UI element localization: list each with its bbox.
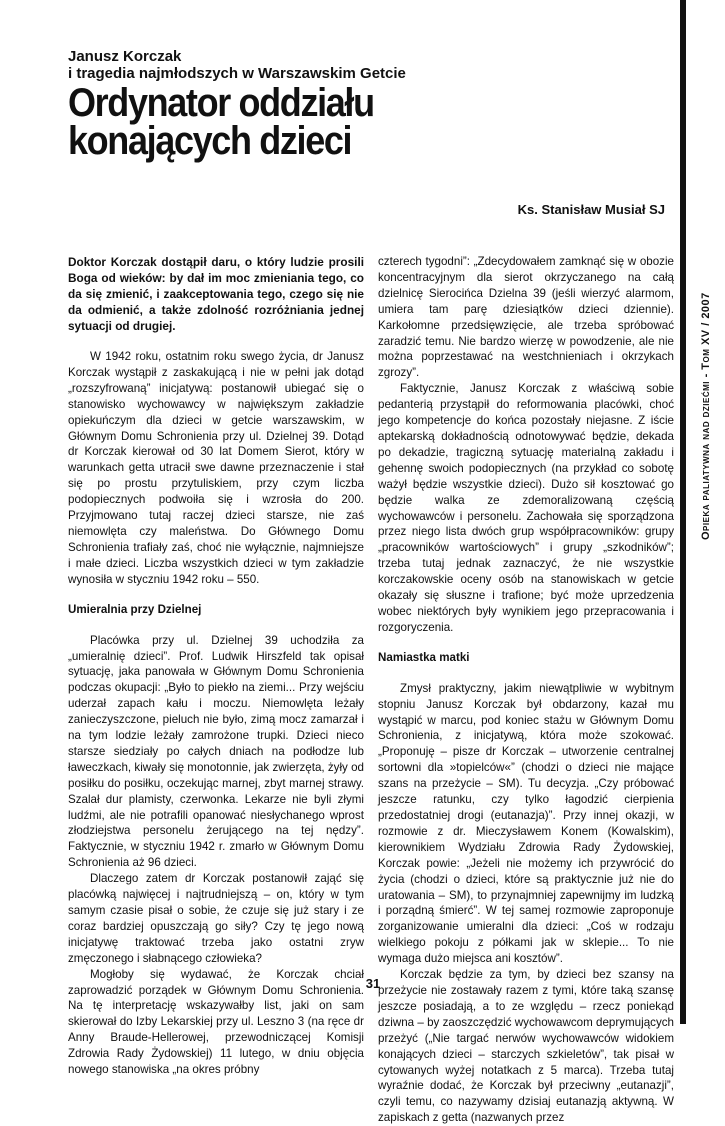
page-number: 31 bbox=[365, 976, 381, 991]
body-paragraph: W 1942 roku, ostatnim roku swego życia, dr Janusz Korczak wystąpił z zaskakującą i nie w pełni jak dotąd „rozszyfrowaną” inicjatywą: postanowił ubiegać się o stanowisko wychowawcy w największym zakładzie opiekuńczym dla dzieci w getcie warszawskim, w Głównym Domu Schronienia przy ul. Dzielnej 39. Dotąd dr Korczak kierował od 30 lat Domem Sierot, który w warunkach getta utracił swe dawne przeznaczenie i stał się po prostu przytuliskiem, przy czym liczba podopiecznych podwoiła się i wzrosła do 200. Przyjmowano tutaj raczej dzieci starsze, nie zaś niemowlęta czy maleństwa. Do Głównego Domu Schronienia trafiały zaś, choć nie wyłącznie, najmniejsze i małe dzieci. Liczba wszystkich dzieci w tym zakładzie wynosiła w styczniu 1942 roku – 550. bbox=[68, 350, 364, 586]
right-column bbox=[378, 254, 674, 1125]
body-paragraph: Faktycznie, Janusz Korczak z właściwą sobie pedanterią przystąpił do reformowania placówki, choć jego kompetencje do końca pozostały niejasne. Z iście aptekarską dokładnością odnotowywać będzie, dekada po dekadzie, tragiczną sytuację materialną zakładu i gehennę swoich podopiecznych (na przykład co sobotę ważył będzie wszystkie dzieci). Dużo sił kosztować go będzie walka ze zdemoralizowaną częścią wychowawców i personelu. Zachowała się sporządzona przez niego lista dwóch grup współpracowników: grupy „pracowników wartościowych” i grupy „szkodników”; trzeba tutaj jednak zaznaczyć, że nie wszystkie korczakowskie oceny osób na stanowiskach w getcie okazały się słuszne i trafione; być może uprzedzenia wobec niektórych były wynikiem jego przepracowania i rozgoryczenia. bbox=[378, 382, 674, 634]
body-paragraph: Mogłoby się wydawać, że Korczak chciał zaprowadzić porządek w Głównym Domu Schronienia. Na tę interpretację wskazywałby list, jaki on sam skierował do Izby Lekarskiej przy ul. Leszno 3 (na ręce dr Anny Braude-Hellerowej, przewodniczącej Komisji Zdrowia Rady Żydowskiej) 11 lutego, w dniu objęcia nowego stanowiska „na okres próbny bbox=[68, 967, 364, 1077]
section-heading: Namiastka matki bbox=[378, 650, 470, 664]
title-line-2: konających dzieci bbox=[68, 119, 352, 163]
body-paragraph: Zmysł praktyczny, jakim niewątpliwie w wybitnym stopniu Janusz Korczak był obdarzony, kazał mu wystąpić w marcu, pod koniec stażu w Głównym Domu Schronienia, z inicjatywą, która może szokować. „Proponuję – pisze dr Korczak – utworzenie centralnej sortowni dla »topielców«” (chodzi o dzieci nie mające szans na przeżycie – SM). Tu decyzja. „Czy próbować jeszcze ratunku, czy tylko łagodzić cierpienia przedostatniej drogi (eutanazja)”. Przy innej okazji, w rozmowie z dr. Mieczysławem Konem (Kowalskim), kierownikiem Wydziału Zdrowia Rady Żydowskiej, Korczak powie: „Jeżeli nie możemy ich przywrócić do życia (chodzi o dzieci, które są praktycznie już nie do uratowania – SM), to przynajmniej zapewnijmy im ludzką i porządną śmierć”. W tej samej rozmowie zaproponuje zorganizowanie umieralni dla dzieci: „Coś w rodzaju wielkiego pokoju z półkami jak w sklepie... To nie wymaga dużo miejsca ani kosztów”. bbox=[378, 681, 674, 966]
left-column bbox=[68, 254, 364, 1077]
body-paragraph: Dlaczego zatem dr Korczak postanowił zająć się placówką najwięcej i najtrudniejszą – on, który w tym samym czasie pisał o sobie, że czuje się już stary i ze coraz bardziej opuszczają go siły? Czy tę jego nową inicjatywę traktować trzeba jako ostatni zryw zmęczonego i słabnącego człowieka? bbox=[68, 872, 364, 965]
series-line-1: Janusz Korczak bbox=[68, 48, 182, 65]
running-header-vertical: Opieka paliatywna nad dziećmi - Tom XV / 2007 bbox=[700, 292, 712, 540]
article-title bbox=[68, 81, 572, 163]
section-heading: Umieralnia przy Dzielnej bbox=[68, 602, 202, 616]
title-line-1: Ordynator oddziału bbox=[68, 81, 374, 125]
body-paragraph: Placówka przy ul. Dzielnej 39 uchodziła za „umieralnię dzieci”. Prof. Ludwik Hirszfeld tak opisał sytuację, jaka panowała w Głównym Domu Schronienia podczas okupacji: „Było to piekło na ziemi... Przy wejściu uderzał zapach kału i moczu. Niemowlęta leżały zanieczyszczone, pieluch nie było, zimą mocz zamarzał i na tym lodzie leżały zamrożone trupki. Dzieci nieco starsze siedziały po całych dniach na podłodze lub ławeczkach, kiwały się monotonnie, jak zwierzęta, żyły od posiłku do posiłku, oczekując marnej, zbyt marnej strawy. Szalał dur plamisty, czerwonka. Lekarze nie byli złymi ludźmi, ale nie potrafili opanować niesłychanego wprost złodziejstwa personelu żerującego na tej nędzy”. Faktycznie, w styczniu 1942 r. zmarło w Głównym Domu Schronienia aż 96 dzieci. bbox=[68, 633, 364, 870]
article-author: Ks. Stanisław Musiał SJ bbox=[517, 202, 665, 217]
body-paragraph: czterech tygodni”: „Zdecydowałem zamknąć się w obozie koncentracyjnym dla sierot okrzyczanego na całą dzielnicę Sierocińca Dzielna 39 (jeśli wierzyć alarmom, umiera tam parę dziesiątków dzieci dziennie). Karkołomne przedsięwzięcie, ale trzeba spróbować zaradzić temu. Nie bardzo wierzę w powodzenie, ale nie można poprzestawać na westchnieniach i okrzykach zgrozy”. bbox=[378, 255, 674, 380]
lead-paragraph: Doktor Korczak dostąpił daru, o który ludzie prosili Boga od wieków: by dał im moc zmieniania tego, co da się zmienić, i zaakceptowania tego, czego się nie da odmienić, a także zdolność rozróżniania jednej sytuacji od drugiej. bbox=[68, 255, 364, 333]
article-series bbox=[68, 48, 628, 82]
body-paragraph: Korczak będzie za tym, by dzieci bez szansy na przeżycie nie zostawały razem z tymi, które taką szansę jeszcze posiadają, a to ze względu – rzecz poniekąd dziwna – by zaoszczędzić wychowawcom deprymujących przeżyć („Nie targać nerwów wychowawców widokiem konających dzieci – starczych szkieletów”, tak pisał w cytowanych wyżej notatkach z 5 marca). Trzeba tutaj wyraźnie dodać, że Korczak był przeciwny „eutanazji”, czyli temu, co nazywamy dzisiaj eutanazją aktywną. W zapiskach z getta (nazwanych przez bbox=[378, 968, 674, 1125]
series-line-2: i tragedia najmłodszych w Warszawskim Getcie bbox=[68, 65, 406, 82]
